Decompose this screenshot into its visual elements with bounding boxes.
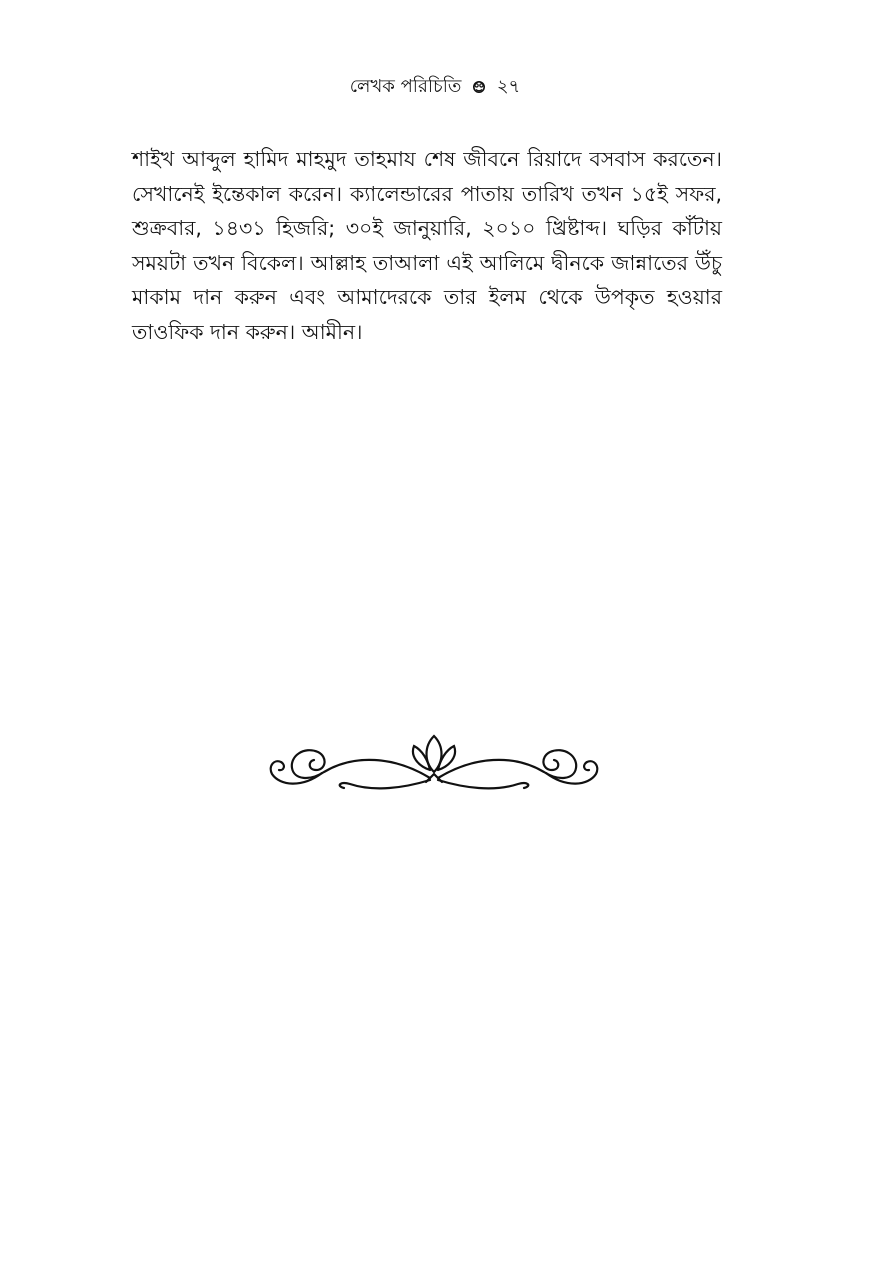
page-number: ২৭ [496,76,521,97]
running-header [0,74,870,100]
ornamental-knot-icon [471,79,487,95]
section-title: লেখক পরিচিতি [349,76,462,97]
flourish-divider-icon [264,726,604,798]
body-paragraph: শাইখ আব্দুল হামিদ মাহমুদ তাহমায শেষ জীবনে রিয়াদে বসবাস করতেন। সেখানেই ইন্তেকাল করেন। ক্যালেন্ডারের পাতায় তারিখ তখন ১৫ই সফর, শুক্রবার, ১৪৩১ হিজরি; ৩০ই জানুয়ারি, ২০১০ খ্রিষ্টাব্দ। ঘড়ির কাঁটায় সময়টা তখন বিকেল। আল্লাহ তাআলা এই আলিমে দ্বীনকে জান্নাতের উঁচু মাকাম দান করুন এবং আমাদেরকে তার ইলম থেকে উপকৃত হওয়ার তাওফিক দান করুন। আমীন। [132,147,722,344]
